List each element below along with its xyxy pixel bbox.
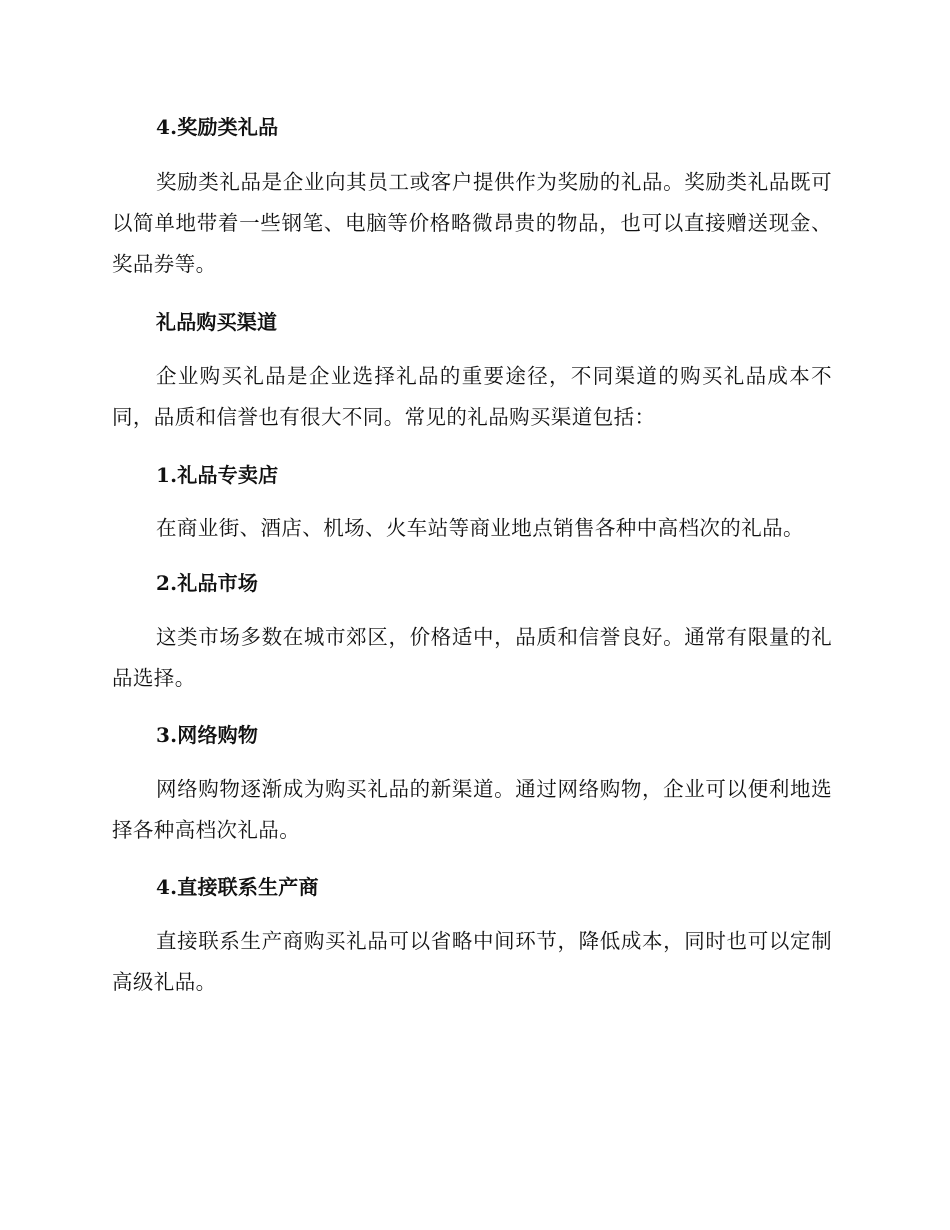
section-paragraph-gift-market: 这类市场多数在城市郊区，价格适中，品质和信誉良好。通常有限量的礼品选择。	[112, 625, 832, 690]
section-paragraph-reward-gifts: 奖励类礼品是企业向其员工或客户提供作为奖励的礼品。奖励类礼品既可以简单地带着一些钢笔、电脑等价格略微昂贵的物品，也可以直接赠送现金、奖品券等。	[112, 170, 832, 276]
section-heading-online-shopping: 3.网络购物	[156, 723, 259, 747]
section-paragraph-direct-manufacturer: 直接联系生产商购买礼品可以省略中间环节，降低成本，同时也可以定制高级礼品。	[112, 929, 832, 994]
section-heading-reward-gifts: 4.奖励类礼品	[156, 115, 279, 139]
section-heading-direct-manufacturer: 4.直接联系生产商	[156, 875, 319, 899]
section-heading-purchase-channels: 礼品购买渠道	[156, 310, 278, 334]
section-heading-gift-stores: 1.礼品专卖店	[156, 463, 279, 487]
section-paragraph-purchase-channels: 企业购买礼品是企业选择礼品的重要途径，不同渠道的购买礼品成本不同，品质和信誉也有很大不同。常见的礼品购买渠道包括：	[112, 364, 832, 429]
section-paragraph-gift-stores: 在商业街、酒店、机场、火车站等商业地点销售各种中高档次的礼品。	[156, 516, 804, 540]
section-heading-gift-market: 2.礼品市场	[156, 571, 259, 595]
section-paragraph-online-shopping: 网络购物逐渐成为购买礼品的新渠道。通过网络购物，企业可以便利地选择各种高档次礼品。	[112, 777, 832, 842]
